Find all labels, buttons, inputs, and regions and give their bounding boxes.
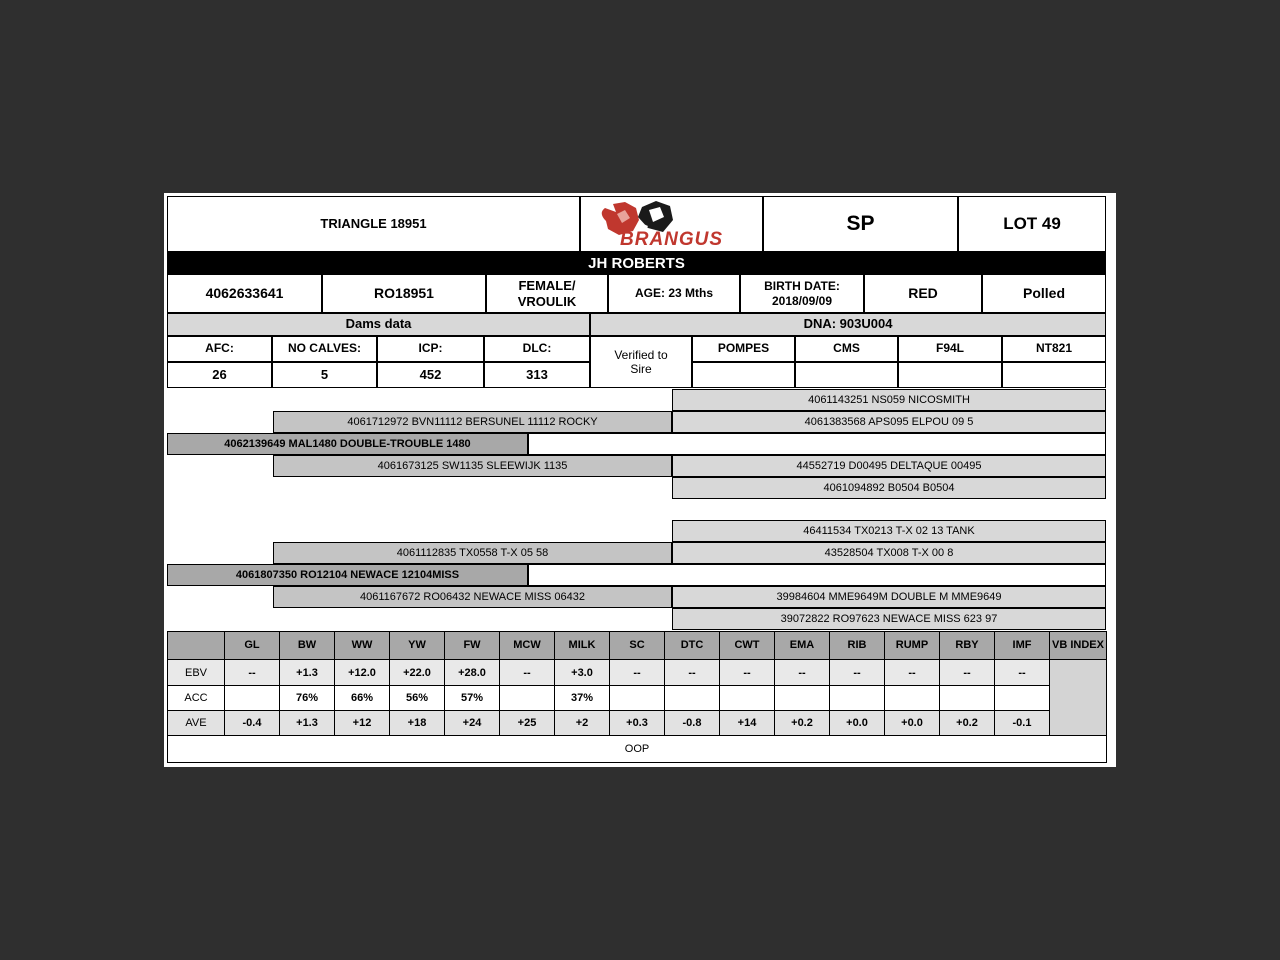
ebv-row bbox=[168, 660, 1107, 686]
id-number: 4062633641 bbox=[167, 274, 322, 313]
pedigree-dam-dam: 4061167672 RO06432 NEWACE MISS 06432 bbox=[273, 586, 672, 608]
acc-value bbox=[225, 686, 280, 711]
oop-label: OOP bbox=[168, 736, 1107, 763]
ebv-header-gl: GL bbox=[225, 632, 280, 660]
acc-value bbox=[775, 686, 830, 711]
animal-name: TRIANGLE 18951 bbox=[167, 196, 580, 252]
pedigree-sire: 4062139649 MAL1480 DOUBLE-TROUBLE 1480 bbox=[167, 433, 528, 455]
ebv-value: -- bbox=[665, 660, 720, 686]
test-label-f94l: F94L bbox=[898, 336, 1002, 362]
ebv-value: -- bbox=[775, 660, 830, 686]
ebv-value: +28.0 bbox=[445, 660, 500, 686]
ave-value: -0.4 bbox=[225, 711, 280, 736]
pedigree-spacer-sire bbox=[528, 433, 1106, 455]
icp-label: ICP: bbox=[377, 336, 484, 362]
ebv-header-ww: WW bbox=[335, 632, 390, 660]
ebv-header-cwt: CWT bbox=[720, 632, 775, 660]
ave-value: -0.8 bbox=[665, 711, 720, 736]
acc-value: 56% bbox=[390, 686, 445, 711]
afc-value: 26 bbox=[167, 362, 272, 388]
test-label-nt821: NT821 bbox=[1002, 336, 1106, 362]
owner-name-bar: JH ROBERTS bbox=[167, 252, 1106, 274]
category-code: SP bbox=[763, 196, 958, 252]
acc-value: 37% bbox=[555, 686, 610, 711]
birth-date-cell bbox=[740, 274, 864, 313]
ebv-header-milk: MILK bbox=[555, 632, 610, 660]
ebv-header-imf: IMF bbox=[995, 632, 1050, 660]
ebv-header-row bbox=[168, 632, 1107, 660]
acc-row-label: ACC bbox=[168, 686, 225, 711]
test-label-pompes: POMPES bbox=[692, 336, 795, 362]
ebv-value: +22.0 bbox=[390, 660, 445, 686]
lot-number: LOT 49 bbox=[958, 196, 1106, 252]
ebv-header-blank bbox=[168, 632, 225, 660]
acc-value bbox=[720, 686, 775, 711]
age-cell: AGE: 23 Mths bbox=[608, 274, 740, 313]
dlc-label: DLC: bbox=[484, 336, 590, 362]
ebv-header-bw: BW bbox=[280, 632, 335, 660]
ebv-value: +1.3 bbox=[280, 660, 335, 686]
ebv-header-sc: SC bbox=[610, 632, 665, 660]
dlc-value: 313 bbox=[484, 362, 590, 388]
acc-value: 76% bbox=[280, 686, 335, 711]
acc-value bbox=[665, 686, 720, 711]
colour-cell: RED bbox=[864, 274, 982, 313]
ebv-value: -- bbox=[610, 660, 665, 686]
no-calves-value: 5 bbox=[272, 362, 377, 388]
ave-value: +2 bbox=[555, 711, 610, 736]
ave-row-label: AVE bbox=[168, 711, 225, 736]
pedigree-sire-grandsire-sire: 4061143251 NS059 NICOSMITH bbox=[672, 389, 1106, 411]
ebv-header-rby: RBY bbox=[940, 632, 995, 660]
pedigree-dam-granddam-sire: 39984604 MME9649M DOUBLE M MME9649 bbox=[672, 586, 1106, 608]
ebv-value: -- bbox=[995, 660, 1050, 686]
acc-value bbox=[940, 686, 995, 711]
test-value-pompes bbox=[692, 362, 795, 388]
birth-date-label: BIRTH DATE: bbox=[764, 279, 840, 294]
ebv-header-yw: YW bbox=[390, 632, 445, 660]
ebv-value: -- bbox=[885, 660, 940, 686]
catalog-page bbox=[164, 193, 1116, 767]
test-label-cms: CMS bbox=[795, 336, 898, 362]
ebv-value: -- bbox=[225, 660, 280, 686]
test-value-nt821 bbox=[1002, 362, 1106, 388]
pedigree-dam-grandsire-sire: 46411534 TX0213 T-X 02 13 TANK bbox=[672, 520, 1106, 542]
ave-value: +0.3 bbox=[610, 711, 665, 736]
herd-id: RO18951 bbox=[322, 274, 486, 313]
pedigree-spacer-dam bbox=[528, 564, 1106, 586]
pedigree-dam: 4061807350 RO12104 NEWACE 12104MISS bbox=[167, 564, 528, 586]
icp-value: 452 bbox=[377, 362, 484, 388]
brangus-logo bbox=[580, 196, 763, 252]
ebv-value: -- bbox=[720, 660, 775, 686]
acc-value bbox=[885, 686, 940, 711]
verified-line2: Sire bbox=[630, 362, 652, 376]
ebv-value: -- bbox=[830, 660, 885, 686]
ebv-header-rib: RIB bbox=[830, 632, 885, 660]
sex-cell bbox=[486, 274, 608, 313]
acc-value: 57% bbox=[445, 686, 500, 711]
ebv-header-rump: RUMP bbox=[885, 632, 940, 660]
afc-label: AFC: bbox=[167, 336, 272, 362]
ebv-header-vb-index: VB INDEX bbox=[1050, 632, 1107, 660]
pedigree-sire-sire: 4061712972 BVN11112 BERSUNEL 11112 ROCKY bbox=[273, 411, 672, 433]
ebv-value: -- bbox=[940, 660, 995, 686]
ave-value: +0.0 bbox=[830, 711, 885, 736]
test-value-cms bbox=[795, 362, 898, 388]
ebv-value: +3.0 bbox=[555, 660, 610, 686]
dams-data-title: Dams data bbox=[167, 313, 590, 336]
ebv-table bbox=[167, 631, 1107, 763]
ebv-header-dtc: DTC bbox=[665, 632, 720, 660]
pedigree-dam-grandsire-dam: 43528504 TX008 T-X 00 8 bbox=[672, 542, 1106, 564]
birth-date-value: 2018/09/09 bbox=[771, 293, 833, 308]
ave-value: +14 bbox=[720, 711, 775, 736]
pedigree-dam-sire: 4061112835 TX0558 T-X 05 58 bbox=[273, 542, 672, 564]
ave-value: +0.2 bbox=[775, 711, 830, 736]
ave-value: -0.1 bbox=[995, 711, 1050, 736]
pedigree-dam-granddam-dam: 39072822 RO97623 NEWACE MISS 623 97 bbox=[672, 608, 1106, 630]
ave-value: +24 bbox=[445, 711, 500, 736]
vb-index-value bbox=[1050, 660, 1107, 736]
ave-value: +12 bbox=[335, 711, 390, 736]
ebv-header-fw: FW bbox=[445, 632, 500, 660]
acc-value: 66% bbox=[335, 686, 390, 711]
brangus-logo-text: BRANGUS bbox=[619, 229, 723, 249]
verified-to-sire-cell bbox=[590, 336, 692, 388]
sex-line2: VROULIK bbox=[517, 293, 577, 309]
acc-value bbox=[500, 686, 555, 711]
ave-value: +1.3 bbox=[280, 711, 335, 736]
oop-row bbox=[168, 736, 1107, 763]
pedigree-sire-grandsire-dam: 4061383568 APS095 ELPOU 09 5 bbox=[672, 411, 1106, 433]
horn-status-cell: Polled bbox=[982, 274, 1106, 313]
pedigree-sire-granddam-sire: 44552719 D00495 DELTAQUE 00495 bbox=[672, 455, 1106, 477]
brangus-logo-icon bbox=[592, 199, 752, 249]
ebv-header-mcw: MCW bbox=[500, 632, 555, 660]
ebv-value: +12.0 bbox=[335, 660, 390, 686]
ebv-row-label: EBV bbox=[168, 660, 225, 686]
ave-row bbox=[168, 711, 1107, 736]
pedigree-sire-granddam-dam: 4061094892 B0504 B0504 bbox=[672, 477, 1106, 499]
test-value-f94l bbox=[898, 362, 1002, 388]
dna-number: DNA: 903U004 bbox=[590, 313, 1106, 336]
ebv-header-ema: EMA bbox=[775, 632, 830, 660]
acc-value bbox=[610, 686, 665, 711]
pedigree-sire-dam: 4061673125 SW1135 SLEEWIJK 1135 bbox=[273, 455, 672, 477]
ave-value: +25 bbox=[500, 711, 555, 736]
sex-line1: FEMALE/ bbox=[518, 277, 576, 293]
verified-line1: Verified to bbox=[614, 347, 668, 362]
ave-value: +18 bbox=[390, 711, 445, 736]
acc-value bbox=[830, 686, 885, 711]
ebv-value: -- bbox=[500, 660, 555, 686]
no-calves-label: NO CALVES: bbox=[272, 336, 377, 362]
ave-value: +0.0 bbox=[885, 711, 940, 736]
ave-value: +0.2 bbox=[940, 711, 995, 736]
acc-value bbox=[995, 686, 1050, 711]
acc-row bbox=[168, 686, 1107, 711]
